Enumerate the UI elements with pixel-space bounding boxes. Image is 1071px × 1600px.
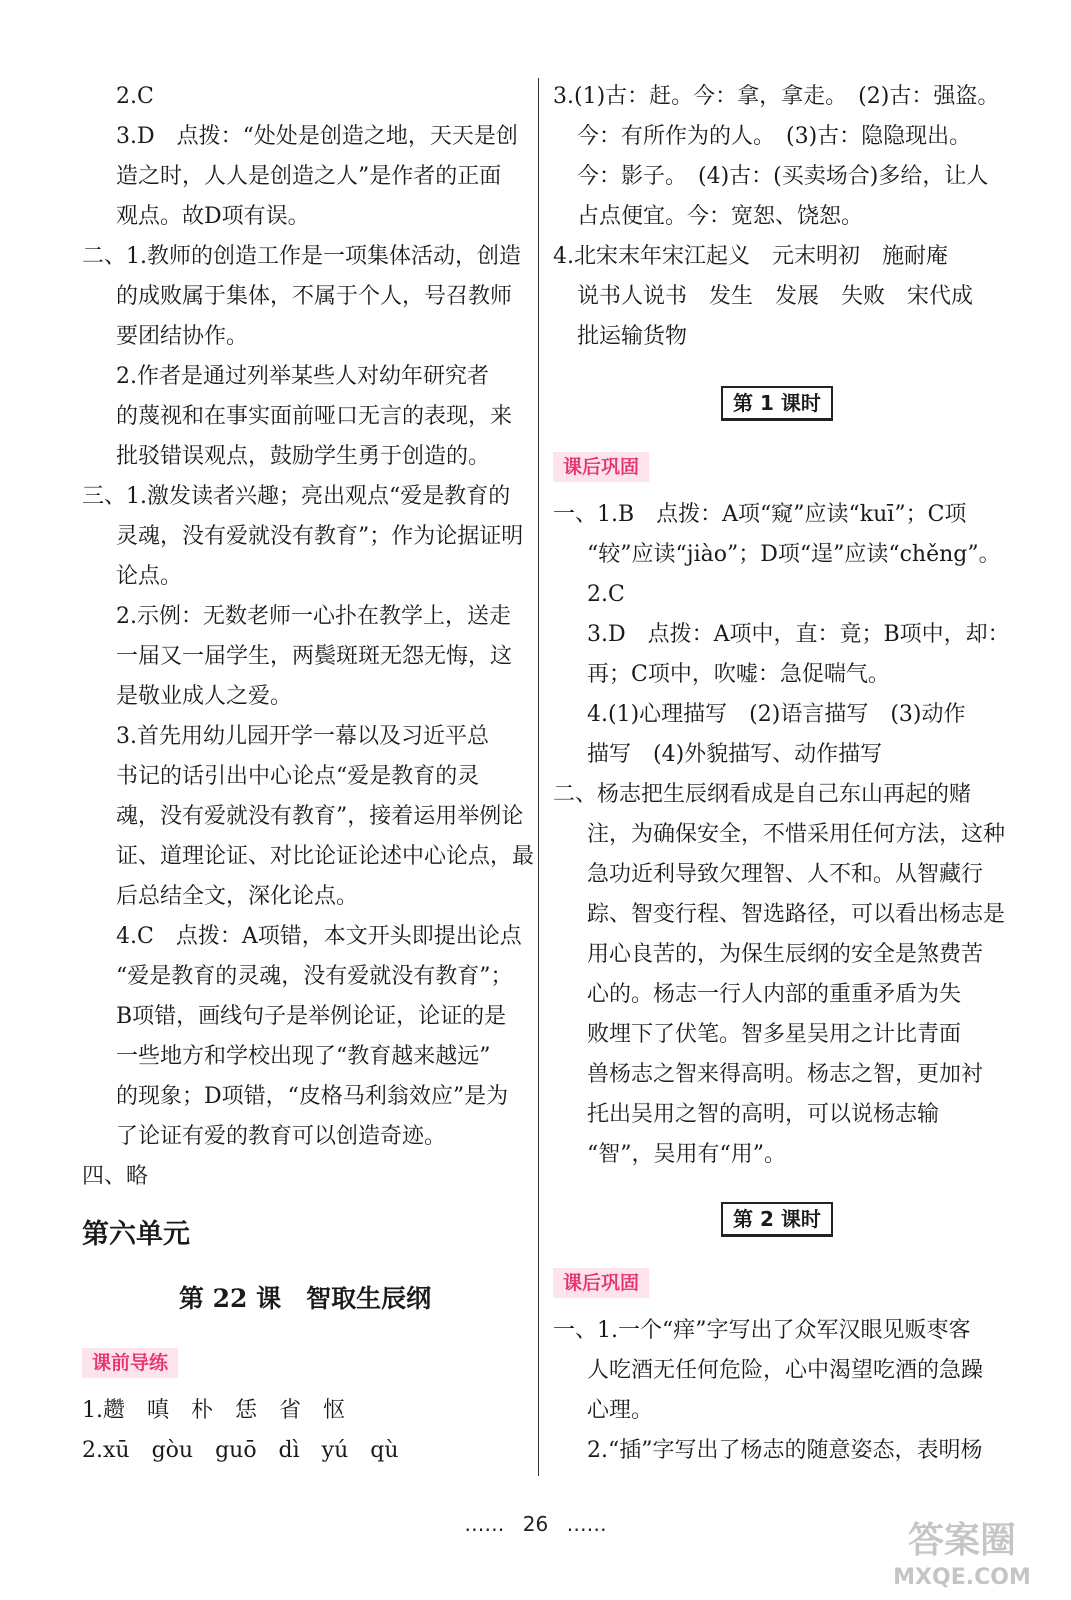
answer-line: 再；C项中，吹嘘：急促喘气。 <box>587 662 890 687</box>
lesson-title: 第 22 课 智取生辰纲 <box>178 1284 432 1313</box>
answer-line: 2.xū gòu guō dì yú qù <box>82 1438 399 1463</box>
section-heading-preview: 课前导练 <box>82 1348 178 1378</box>
answer-line: 四、略 <box>82 1164 149 1189</box>
answer-line: 败埋下了伏笔。智多星吴用之计比青面 <box>587 1022 962 1047</box>
answer-line: 2.C <box>587 582 625 607</box>
answer-line: 了论证有爱的教育可以创造奇迹。 <box>116 1124 447 1149</box>
answer-line: 灵魂，没有爱就没有教育”；作为论据证明 <box>116 524 524 549</box>
answer-line: 2.示例：无数老师一心扑在教学上，送走 <box>116 604 511 629</box>
answer-line: 心的。杨志一行人内部的重重矛盾为失 <box>587 982 962 1007</box>
answer-line: 4.(1)心理描写 (2)语言描写 (3)动作 <box>587 702 966 727</box>
footer-dots-right: …… <box>566 1512 607 1536</box>
answer-line: 批驳错误观点，鼓励学生勇于创造的。 <box>116 444 491 469</box>
answer-line: 三、1.激发读者兴趣；亮出观点“爱是教育的 <box>82 484 511 509</box>
answer-line: 证、道理论证、对比论证论述中心论点，最 <box>116 844 535 869</box>
answer-line: 二、杨志把生辰纲看成是自己东山再起的赌 <box>553 782 972 807</box>
answer-line: 3.D 点拨：A项中，直：竟；B项中，却： <box>587 622 1010 647</box>
answer-line: 心理。 <box>587 1398 654 1423</box>
answer-line: “智”，吴用有“用”。 <box>587 1142 786 1167</box>
answer-line: 一届又一届学生，两鬓斑斑无怨无悔，这 <box>116 644 513 669</box>
watermark-line1: 答案圈 <box>907 1520 1017 1561</box>
answer-line: 注，为确保安全，不惜采用任何方法，这种 <box>587 822 1006 847</box>
answer-line: 2.作者是通过列举某些人对幼年研究者 <box>116 364 489 389</box>
answer-line: 一些地方和学校出现了“教育越来越远” <box>116 1044 491 1069</box>
section-heading-review: 课后巩固 <box>553 1268 649 1298</box>
answer-line: 描写 (4)外貌描写、动作描写 <box>587 742 883 767</box>
answer-line: 4.C 点拨：A项错，本文开头即提出论点 <box>116 924 522 949</box>
column-divider <box>538 78 539 1476</box>
watermark-logo <box>877 1512 1047 1592</box>
footer-dots-left: …… <box>464 1512 505 1536</box>
lesson-period-label: 第 2 课时 <box>721 1202 833 1237</box>
answer-line: 的现象；D项错，“皮格马利翁效应”是为 <box>116 1084 509 1109</box>
answer-line: 急功近利导致欠理智、人不和。从智藏行 <box>587 862 984 887</box>
answer-line: 一、1.B 点拨：A项“窥”应读“kuī”；C项 <box>553 502 967 527</box>
answer-line: 踪、智变行程、智选路径，可以看出杨志是 <box>587 902 1006 927</box>
answer-line: 要团结协作。 <box>116 324 249 349</box>
unit-title: 第六单元 <box>82 1219 190 1250</box>
answer-line: 今：有所作为的人。 (3)古：隐隐现出。 <box>577 124 972 149</box>
answer-line: 造之时，人人是创造之人”是作者的正面 <box>116 164 502 189</box>
lesson-period-label: 第 1 课时 <box>721 386 833 421</box>
answer-line: 的蔑视和在事实面前哑口无言的表现，来 <box>116 404 513 429</box>
section-heading-review: 课后巩固 <box>553 452 649 482</box>
answer-line: 观点。故D项有误。 <box>116 204 310 229</box>
page-number: 26 <box>522 1512 549 1536</box>
answer-line: “较”应读“jiào”；D项“逞”应读“chěng”。 <box>587 542 1001 567</box>
answer-line: 二、1.教师的创造工作是一项集体活动，创造 <box>82 244 521 269</box>
answer-line: 是敬业成人之爱。 <box>116 684 293 709</box>
answer-line: 后总结全文，深化论点。 <box>116 884 359 909</box>
answer-line: 占点便宜。今：宽恕、饶恕。 <box>577 204 864 229</box>
answer-line: 3.(1)古：赶。今：拿，拿走。 (2)古：强盗。 <box>553 84 1000 109</box>
answer-line: 用心良苦的，为保生辰纲的安全是煞费苦 <box>587 942 984 967</box>
answer-line: 4.北宋末年宋江起义 元末明初 施耐庵 <box>553 244 948 269</box>
answer-line: 今：影子。 (4)古：(买卖场合)多给，让人 <box>577 164 989 189</box>
answer-line: 2.C <box>116 84 154 109</box>
answer-line: 3.首先用幼儿园开学一幕以及习近平总 <box>116 724 489 749</box>
answer-line: 托出吴用之智的高明，可以说杨志输 <box>587 1102 940 1127</box>
answer-line: 说书人说书 发生 发展 失败 宋代成 <box>577 284 974 309</box>
answer-line: B项错，画线句子是举例论证，论证的是 <box>116 1004 507 1029</box>
answer-line: 兽杨志之智来得高明。杨志之智，更加衬 <box>587 1062 984 1087</box>
answer-line: 3.D 点拨：“处处是创造之地，天天是创 <box>116 124 518 149</box>
answer-line: 批运输货物 <box>577 324 688 349</box>
answer-line: 魂，没有爱就没有教育”，接着运用举例论 <box>116 804 524 829</box>
answer-line: 2.“插”字写出了杨志的随意姿态，表明杨 <box>587 1438 983 1463</box>
watermark-line2: MXQE.COM <box>893 1565 1031 1590</box>
answer-line: 的成败属于集体，不属于个人，号召教师 <box>116 284 513 309</box>
answer-line: 1.趱 嗔 朴 恁 省 怄 <box>82 1398 345 1423</box>
answer-line: “爱是教育的灵魂，没有爱就没有教育”； <box>116 964 513 989</box>
answer-line: 论点。 <box>116 564 183 589</box>
answer-line: 书记的话引出中心论点“爱是教育的灵 <box>116 764 480 789</box>
answer-line: 人吃酒无任何危险，心中渴望吃酒的急躁 <box>587 1358 984 1383</box>
answer-line: 一、1.一个“痒”字写出了众军汉眼见贩枣客 <box>553 1318 971 1343</box>
